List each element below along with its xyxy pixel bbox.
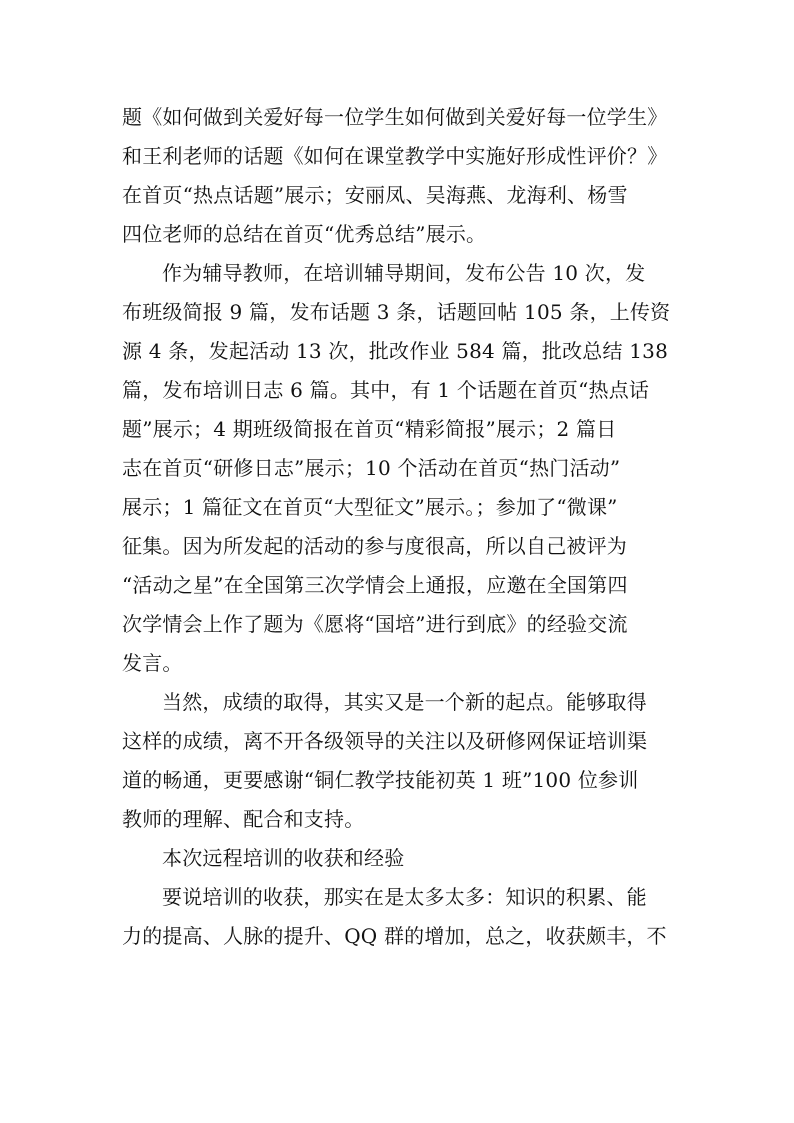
paragraph-line: 篇，发布培训日志 6 篇。其中，有 1 个话题在首页“热点话 [122,378,650,402]
paragraph-line: 题《如何做到关爱好每一位学生如何做到关爱好每一位学生》 [122,105,668,129]
paragraph-line: 在首页“热点话题”展示；安丽凤、吴海燕、龙海利、杨雪 [122,183,628,207]
paragraph-line: 次学情会上作了题为《愿将“国培”进行到底》的经验交流 [122,612,628,636]
paragraph-1 [122,98,682,254]
paragraph-line: 教师的理解、配合和支持。 [122,807,365,831]
paragraph-line: 当然，成绩的取得，其实又是一个新的起点。能够取得 [162,690,647,714]
paragraph-line: 道的畅通，更要感谢“铜仁教学技能初英 1 班”100 位参训 [122,768,639,792]
paragraph-line: 展示；1 篇征文在首页“大型征文”展示。；参加了“微课” [122,495,618,519]
section-heading [122,839,682,878]
paragraph-line: 力的提高、人脉的提升、QQ 群的增加，总之，收获颇丰，不 [122,924,667,948]
paragraph-3 [122,683,682,839]
paragraph-line: 作为辅导教师，在培训辅导期间，发布公告 10 次，发 [162,261,646,285]
paragraph-line: 题”展示；4 期班级简报在首页“精彩简报”展示；2 篇日 [122,417,617,441]
paragraph-2 [122,254,682,683]
paragraph-line: 志在首页“研修日志”展示；10 个活动在首页“热门活动” [122,456,621,480]
document-body [122,98,682,956]
paragraph-line: 这样的成绩，离不开各级领导的关注以及研修网保证培训渠 [122,729,648,753]
paragraph-5 [122,878,682,956]
paragraph-line: 布班级简报 9 篇，发布话题 3 条，话题回帖 105 条，上传资 [122,300,671,324]
section-heading-text: 本次远程培训的收获和经验 [162,846,405,870]
paragraph-line: 要说培训的收获，那实在是太多太多：知识的积累、能 [162,885,647,909]
paragraph-line: “活动之星”在全国第三次学情会上通报，应邀在全国第四 [122,573,628,597]
paragraph-line: 四位老师的总结在首页“优秀总结”展示。 [122,222,487,246]
paragraph-line: 征集。因为所发起的活动的参与度很高，所以自己被评为 [122,534,627,558]
paragraph-line: 发言。 [122,651,183,675]
paragraph-line: 和王利老师的话题《如何在课堂教学中实施好形成性评价？》 [122,144,668,168]
paragraph-line: 源 4 条，发起活动 13 次，批改作业 584 篇，批改总结 138 [122,339,669,363]
